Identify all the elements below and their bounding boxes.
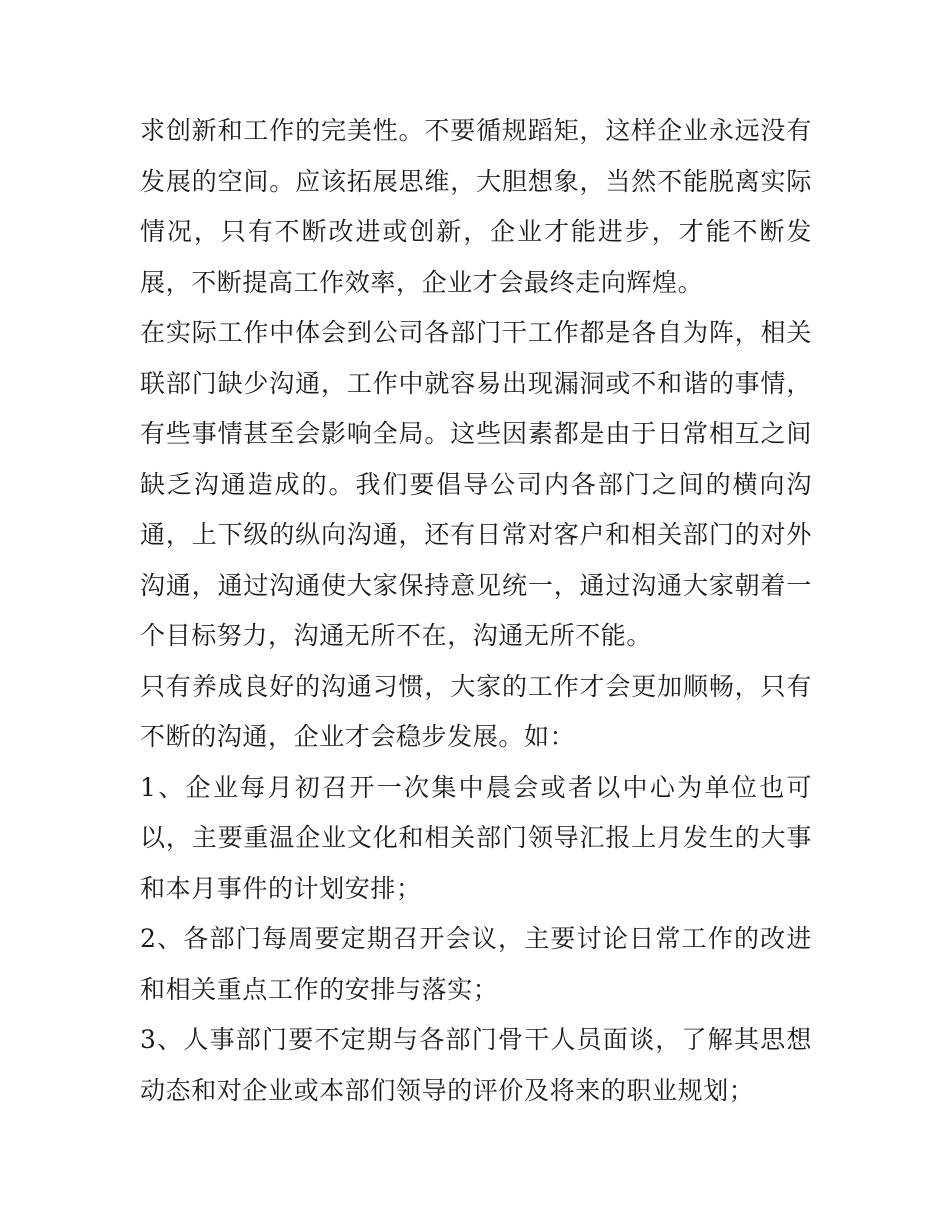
- paragraph-communication: 在实际工作中体会到公司各部门干工作都是各自为阵，相关联部门缺少沟通，工作中就容易出现漏洞或不和谐的事情，有些事情甚至会影响全局。这些因素都是由于日常相互之间缺乏沟通造成的。我们要倡导公司内各部门之间的横向沟通，上下级的纵向沟通，还有日常对客户和相关部门的对外沟通，通过沟通使大家保持意见统一，通过沟通大家朝着一个目标努力，沟通无所不在，沟通无所不能。: [140, 318, 812, 650]
- paragraph-innovation: 求创新和工作的完美性。不要循规蹈矩，这样企业永远没有发展的空间。应该拓展思维，大胆想象，当然不能脱离实际情况，只有不断改进或创新，企业才能进步，才能不断发展，不断提高工作效率，企业才会最终走向辉煌。: [140, 116, 812, 297]
- list-item-hr-interview: 3、人事部门要不定期与各部门骨干人员面谈，了解其思想动态和对企业或本部们领导的评价及将来的职业规划；: [140, 1025, 812, 1105]
- list-item-weekly-meeting: 2、各部门每周要定期召开会议，主要讨论日常工作的改进和相关重点工作的安排与落实；: [140, 924, 812, 1004]
- list-item-monthly-meeting: 1、企业每月初召开一次集中晨会或者以中心为单位也可以，主要重温企业文化和相关部门领导汇报上月发生的大事和本月事件的计划安排；: [140, 772, 812, 903]
- document-body: [140, 106, 812, 1116]
- paragraph-habit: 只有养成良好的沟通习惯，大家的工作才会更加顺畅，只有不断的沟通，企业才会稳步发展。如：: [140, 671, 812, 751]
